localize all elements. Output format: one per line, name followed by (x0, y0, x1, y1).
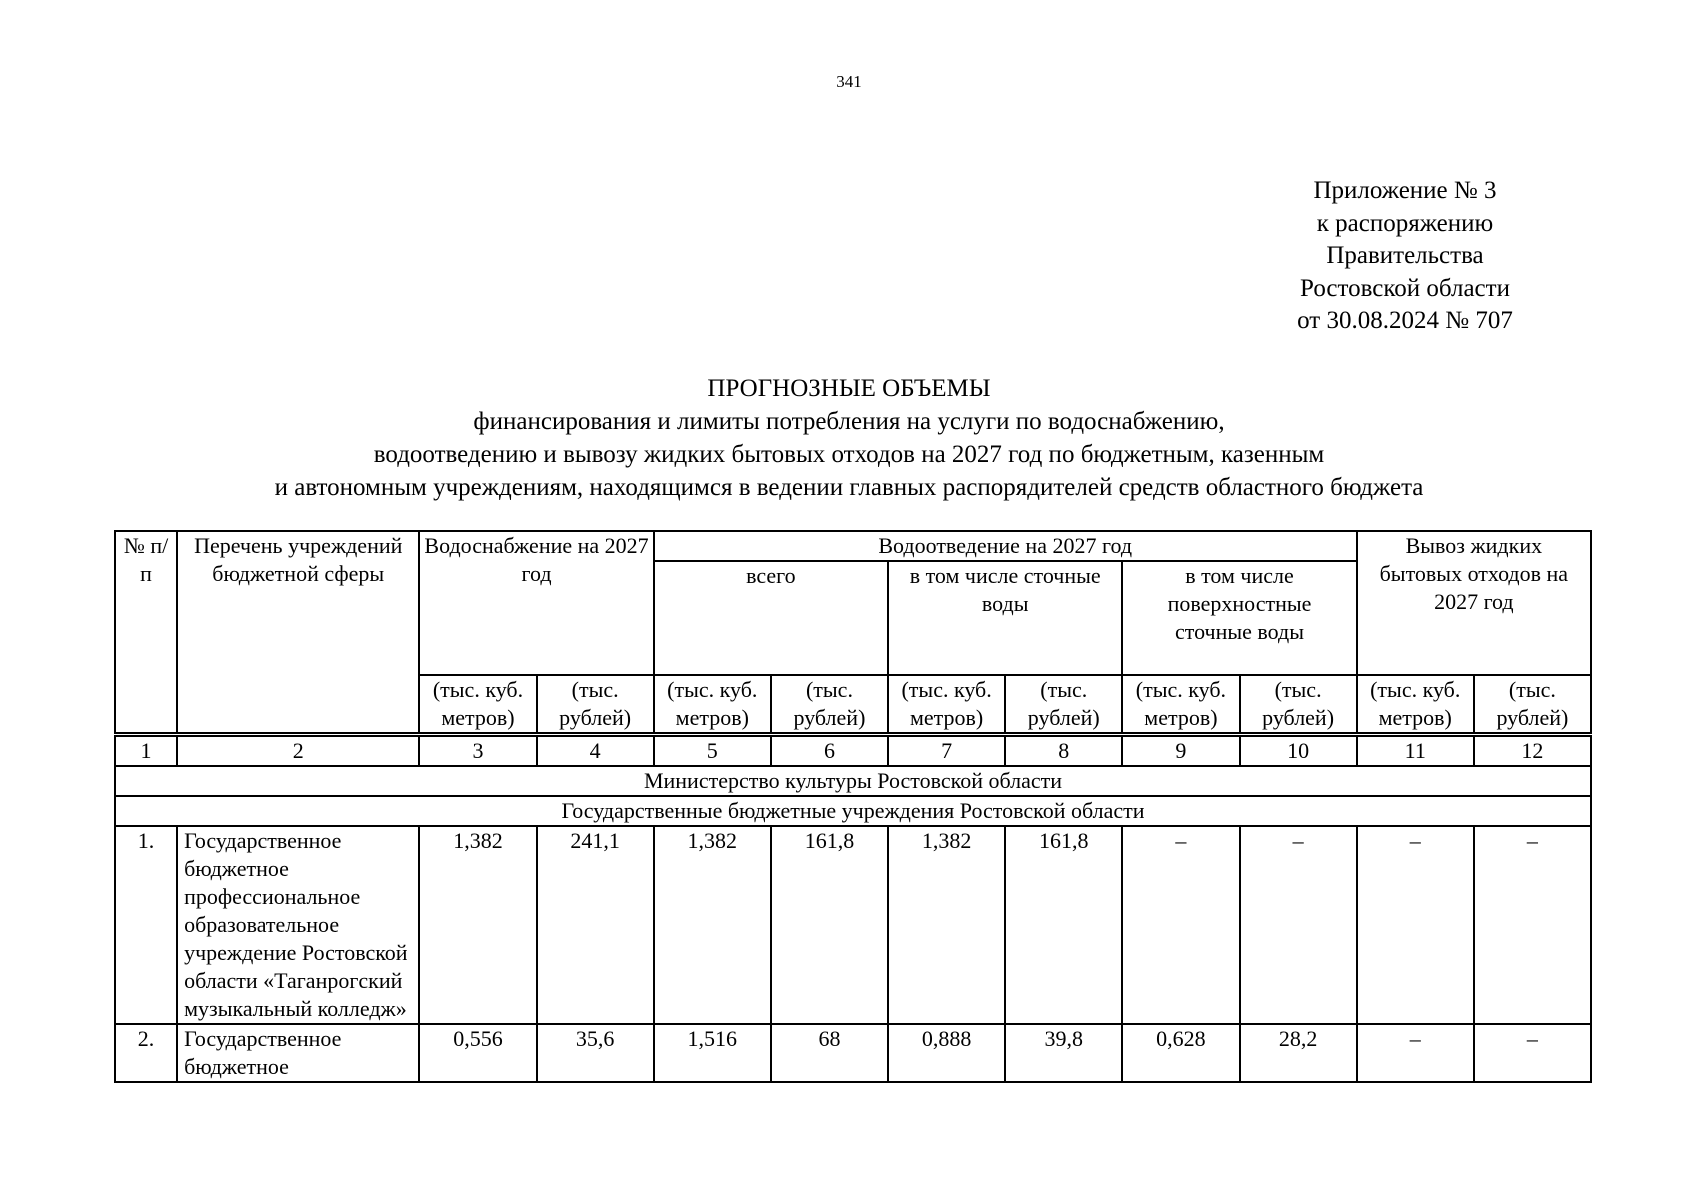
table-cell: 161,8 (1005, 826, 1122, 1024)
table-cell: 161,8 (771, 826, 888, 1024)
table-cell: 1,382 (419, 826, 536, 1024)
table-cell: – (1474, 826, 1591, 1024)
section-ministry: Министерство культуры Ростовской области (115, 766, 1591, 796)
table-cell: – (1474, 1024, 1591, 1082)
header-row (115, 531, 1591, 561)
forecast-table (114, 530, 1592, 1083)
table-row (115, 826, 1591, 1024)
table-cell: 0,556 (419, 1024, 536, 1082)
column-number: 10 (1240, 735, 1357, 767)
unit-rubles: (тыс. рублей) (1240, 675, 1357, 735)
appendix-block (1270, 175, 1540, 338)
section-institution-type: Государственные бюджетные учреждения Ростовской области (115, 796, 1591, 826)
title-heading: ПРОГНОЗНЫЕ ОБЪЕМЫ (707, 375, 991, 402)
row-number: 1. (115, 826, 177, 1024)
unit-cubic: (тыс. куб. метров) (1357, 675, 1474, 735)
table-cell: 0,888 (888, 1024, 1005, 1082)
column-number: 12 (1474, 735, 1591, 767)
unit-rubles: (тыс. рублей) (1005, 675, 1122, 735)
column-number: 6 (771, 735, 888, 767)
page-number: 341 (836, 72, 862, 91)
header-waste: Вывоз жидких бытовых отходов на 2027 год (1357, 531, 1591, 675)
table-cell: 39,8 (1005, 1024, 1122, 1082)
unit-cubic: (тыс. куб. метров) (419, 675, 536, 735)
header-drainage: Водоотведение на 2027 год (654, 531, 1357, 561)
appendix-line: Приложение № 3 (1313, 177, 1497, 204)
table-cell: 1,382 (654, 826, 771, 1024)
column-number: 3 (419, 735, 536, 767)
header-water-supply: Водоснабжение на 2027 год (419, 531, 653, 675)
table-cell: 35,6 (537, 1024, 654, 1082)
section-row (115, 796, 1591, 826)
header-num: № п/п (115, 531, 177, 735)
table-cell: – (1122, 826, 1239, 1024)
title-line: водоотведению и вывозу жидких бытовых отходов на 2027 год по бюджетным, казенным (373, 441, 1325, 468)
table-cell: 0,628 (1122, 1024, 1239, 1082)
unit-rubles: (тыс. рублей) (771, 675, 888, 735)
table-cell: 68 (771, 1024, 888, 1082)
unit-cubic: (тыс. куб. метров) (654, 675, 771, 735)
table-row (115, 1024, 1591, 1082)
table-cell: 1,516 (654, 1024, 771, 1082)
table-cell: – (1357, 1024, 1474, 1082)
column-number: 5 (654, 735, 771, 767)
title-line: и автономным учреждениям, находящимся в ведении главных распорядителей средств областного бюджета (274, 474, 1424, 501)
table-cell: – (1240, 826, 1357, 1024)
column-number: 4 (537, 735, 654, 767)
appendix-line: к распоряжению (1316, 209, 1494, 237)
table-cell: 1,382 (888, 826, 1005, 1024)
header-list: Перечень учреждений бюджетной сферы (177, 531, 419, 735)
column-number: 8 (1005, 735, 1122, 767)
table-cell: 28,2 (1240, 1024, 1357, 1082)
unit-rubles: (тыс. рублей) (1474, 675, 1591, 735)
appendix-line: Ростовской области (1300, 274, 1510, 302)
header-drainage-sewage: в том числе сточные воды (888, 561, 1122, 675)
institution-name: Государственное бюджетное (177, 1024, 419, 1082)
appendix-line: от 30.08.2024 № 707 (1297, 307, 1513, 334)
title-line: финансирования и лимиты потребления на услуги по водоснабжению, (473, 408, 1225, 435)
header-drainage-total: всего (654, 561, 888, 675)
unit-cubic: (тыс. куб. метров) (888, 675, 1005, 735)
section-row (115, 766, 1591, 796)
table-cell: – (1357, 826, 1474, 1024)
appendix-line: Правительства (1326, 242, 1484, 269)
unit-cubic: (тыс. куб. метров) (1122, 675, 1239, 735)
institution-name: Государственное бюджетное профессиональное образовательное учреждение Ростовской области «Таганрогский музыкальный колледж» (177, 826, 419, 1024)
column-number: 9 (1122, 735, 1239, 767)
unit-rubles: (тыс. рублей) (537, 675, 654, 735)
row-number: 2. (115, 1024, 177, 1082)
document-title (0, 372, 1698, 504)
column-number: 7 (888, 735, 1005, 767)
column-number: 1 (115, 735, 177, 767)
column-number: 11 (1357, 735, 1474, 767)
column-number-row (115, 735, 1591, 767)
header-drainage-surface: в том числе поверхностные сточные воды (1122, 561, 1356, 675)
table-cell: 241,1 (537, 826, 654, 1024)
column-number: 2 (177, 735, 419, 767)
